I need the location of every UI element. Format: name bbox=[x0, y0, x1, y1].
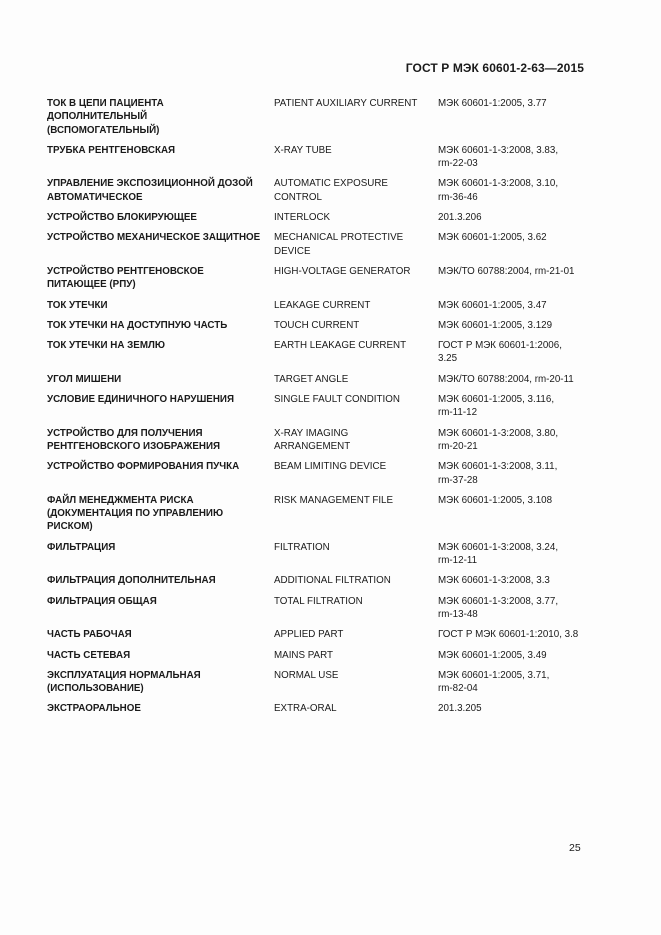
term-english-line: EXTRA-ORAL bbox=[274, 703, 337, 715]
term-english bbox=[274, 669, 438, 682]
term-reference bbox=[438, 669, 592, 696]
term-english-line: INTERLOCK bbox=[274, 212, 331, 224]
term-reference-line: rm-20-21 bbox=[438, 440, 478, 452]
term-row bbox=[47, 299, 592, 312]
term-reference bbox=[438, 339, 592, 366]
term-english-line: NORMAL USE bbox=[274, 669, 339, 681]
term-english-line: TARGET ANGLE bbox=[274, 373, 349, 385]
term-reference-line: МЭК/ТО 60788:2004, rm-21-01 bbox=[438, 265, 575, 277]
term-reference-line: МЭК 60601-1:2005, 3.116, bbox=[438, 394, 555, 406]
term-reference bbox=[438, 177, 592, 204]
term-reference bbox=[438, 628, 592, 641]
term-russian-line: УПРАВЛЕНИЕ ЭКСПОЗИЦИОННОЙ ДОЗОЙ bbox=[47, 178, 253, 190]
term-russian-line: (ВСПОМОГАТЕЛЬНЫЙ) bbox=[47, 124, 160, 136]
term-row bbox=[47, 393, 592, 420]
terms-list bbox=[47, 97, 592, 723]
term-russian bbox=[47, 649, 274, 662]
term-reference-line: МЭК 60601-1:2005, 3.77 bbox=[438, 98, 547, 109]
term-reference bbox=[438, 97, 592, 110]
term-reference bbox=[438, 649, 592, 662]
term-english bbox=[274, 97, 438, 110]
term-russian-line: ЧАСТЬ СЕТЕВАЯ bbox=[47, 649, 131, 661]
term-russian-line: (ДОКУМЕНТАЦИЯ ПО УПРАВЛЕНИЮ bbox=[47, 508, 224, 520]
term-russian-line: УГОЛ МИШЕНИ bbox=[47, 373, 122, 385]
term-row bbox=[47, 702, 592, 715]
term-reference bbox=[438, 541, 592, 568]
page-number: 25 bbox=[569, 842, 581, 854]
term-row bbox=[47, 211, 592, 224]
term-reference-line: МЭК/ТО 60788:2004, rm-20-11 bbox=[438, 373, 574, 385]
term-row bbox=[47, 231, 592, 258]
term-reference bbox=[438, 595, 592, 622]
term-russian-line: УСТРОЙСТВО БЛОКИРУЮЩЕЕ bbox=[47, 212, 197, 224]
term-reference-line: МЭК 60601-1:2005, 3.108 bbox=[438, 494, 553, 506]
term-row bbox=[47, 669, 592, 696]
term-russian-line: ЧАСТЬ РАБОЧАЯ bbox=[47, 629, 132, 641]
term-russian-line: УСЛОВИЕ ЕДИНИЧНОГО НАРУШЕНИЯ bbox=[47, 394, 234, 406]
term-english-line: HIGH-VOLTAGE GENERATOR bbox=[274, 265, 411, 277]
term-english-line: SINGLE FAULT CONDITION bbox=[274, 394, 400, 406]
term-row bbox=[47, 373, 592, 386]
term-english-line: ADDITIONAL FILTRATION bbox=[274, 575, 391, 587]
term-russian-line: ФИЛЬТРАЦИЯ ОБЩАЯ bbox=[47, 595, 157, 607]
term-russian-line: ФАЙЛ МЕНЕДЖМЕНТА РИСКА bbox=[47, 494, 194, 506]
term-russian-line: РИСКОМ) bbox=[47, 521, 93, 533]
term-english-line: X-RAY IMAGING bbox=[274, 427, 349, 439]
term-english bbox=[274, 231, 438, 258]
term-russian-line: УСТРОЙСТВО ДЛЯ ПОЛУЧЕНИЯ bbox=[47, 427, 203, 439]
term-russian-line: ДОПОЛНИТЕЛЬНЫЙ bbox=[47, 111, 148, 123]
term-reference bbox=[438, 211, 592, 224]
term-english bbox=[274, 628, 438, 641]
term-russian bbox=[47, 97, 274, 137]
term-russian bbox=[47, 541, 274, 554]
term-russian bbox=[47, 373, 274, 386]
term-russian-line: ФИЛЬТРАЦИЯ ДОПОЛНИТЕЛЬНАЯ bbox=[47, 575, 216, 587]
term-russian bbox=[47, 265, 274, 292]
term-russian-line: УСТРОЙСТВО РЕНТГЕНОВСКОЕ bbox=[47, 265, 204, 277]
term-reference bbox=[438, 393, 592, 420]
term-russian bbox=[47, 144, 274, 157]
term-reference-line: rm-12-11 bbox=[438, 555, 478, 567]
term-russian-line: РЕНТГЕНОВСКОГО ИЗОБРАЖЕНИЯ bbox=[47, 440, 221, 452]
term-row bbox=[47, 339, 592, 366]
term-english-line: APPLIED PART bbox=[274, 629, 344, 641]
term-russian bbox=[47, 494, 274, 534]
term-english-line: AUTOMATIC EXPOSURE bbox=[274, 178, 388, 190]
term-row bbox=[47, 144, 592, 171]
term-row bbox=[47, 427, 592, 454]
term-russian-line: ТОК УТЕЧКИ НА ЗЕМЛЮ bbox=[47, 340, 165, 352]
term-russian bbox=[47, 595, 274, 608]
term-english bbox=[274, 144, 438, 157]
term-reference-line: МЭК 60601-1-3:2008, 3.80, bbox=[438, 427, 559, 439]
term-english-line: EARTH LEAKAGE CURRENT bbox=[274, 340, 407, 352]
term-english bbox=[274, 177, 438, 204]
term-english bbox=[274, 541, 438, 554]
term-russian-line: ПИТАЮЩЕЕ (РПУ) bbox=[47, 279, 136, 291]
term-reference-line: МЭК 60601-1:2005, 3.62 bbox=[438, 232, 547, 244]
term-reference bbox=[438, 299, 592, 312]
term-reference-line: МЭК 60601-1:2005, 3.49 bbox=[438, 649, 547, 661]
term-reference-line: МЭК 60601-1-3:2008, 3.11, bbox=[438, 461, 558, 473]
term-reference-line: МЭК 60601-1:2005, 3.129 bbox=[438, 319, 553, 331]
term-russian-line: УСТРОЙСТВО МЕХАНИЧЕСКОЕ ЗАЩИТНОЕ bbox=[47, 232, 261, 244]
term-russian-line: (ИСПОЛЬЗОВАНИЕ) bbox=[47, 683, 144, 695]
term-row bbox=[47, 97, 592, 137]
term-row bbox=[47, 595, 592, 622]
term-row bbox=[47, 628, 592, 641]
term-row bbox=[47, 265, 592, 292]
term-reference-line: МЭК 60601-1-3:2008, 3.10, bbox=[438, 178, 559, 190]
term-russian bbox=[47, 460, 274, 473]
term-english-line: DEVICE bbox=[274, 245, 311, 257]
term-english-line: X-RAY TUBE bbox=[274, 144, 332, 156]
term-russian-line: ТОК УТЕЧКИ НА ДОСТУПНУЮ ЧАСТЬ bbox=[47, 319, 228, 331]
term-reference-line: rm-82-04 bbox=[438, 683, 478, 695]
term-english-line: TOTAL FILTRATION bbox=[274, 595, 363, 607]
term-english bbox=[274, 299, 438, 312]
term-russian-line: УСТРОЙСТВО ФОРМИРОВАНИЯ ПУЧКА bbox=[47, 461, 240, 473]
term-reference-line: 3.25 bbox=[438, 353, 458, 365]
term-russian bbox=[47, 628, 274, 641]
term-english-line: BEAM LIMITING DEVICE bbox=[274, 461, 387, 473]
term-english bbox=[274, 494, 438, 507]
term-reference-line: МЭК 60601-1-3:2008, 3.83, bbox=[438, 144, 559, 156]
term-english bbox=[274, 373, 438, 386]
term-russian bbox=[47, 231, 274, 244]
term-reference bbox=[438, 231, 592, 244]
term-reference-line: rm-36-46 bbox=[438, 191, 478, 203]
term-reference-line: МЭК 60601-1-3:2008, 3.24, bbox=[438, 541, 559, 553]
term-reference bbox=[438, 144, 592, 171]
term-english bbox=[274, 460, 438, 473]
term-reference-line: МЭК 60601-1:2005, 3.47 bbox=[438, 299, 547, 311]
term-russian bbox=[47, 393, 274, 406]
term-english-line: PATIENT AUXILIARY CURRENT bbox=[274, 98, 418, 109]
term-row bbox=[47, 649, 592, 662]
term-english bbox=[274, 211, 438, 224]
term-reference-line: 201.3.206 bbox=[438, 212, 482, 224]
term-english-line: MECHANICAL PROTECTIVE bbox=[274, 232, 404, 244]
term-english bbox=[274, 339, 438, 352]
term-row bbox=[47, 177, 592, 204]
term-english-line: LEAKAGE CURRENT bbox=[274, 299, 371, 311]
term-english bbox=[274, 574, 438, 587]
term-russian-line: ФИЛЬТРАЦИЯ bbox=[47, 541, 116, 553]
term-reference-line: rm-13-48 bbox=[438, 608, 478, 620]
term-row bbox=[47, 574, 592, 587]
term-russian bbox=[47, 319, 274, 332]
term-russian-line: АВТОМАТИЧЕСКОЕ bbox=[47, 191, 143, 203]
term-english-line: MAINS PART bbox=[274, 649, 333, 661]
term-russian bbox=[47, 177, 274, 204]
term-russian bbox=[47, 299, 274, 312]
term-reference bbox=[438, 373, 592, 386]
term-english bbox=[274, 595, 438, 608]
term-row bbox=[47, 541, 592, 568]
term-reference bbox=[438, 427, 592, 454]
term-russian bbox=[47, 339, 274, 352]
term-english bbox=[274, 265, 438, 278]
term-russian bbox=[47, 702, 274, 715]
term-row bbox=[47, 460, 592, 487]
term-english-line: CONTROL bbox=[274, 191, 322, 203]
term-reference bbox=[438, 574, 592, 587]
term-russian bbox=[47, 427, 274, 454]
term-english-line: RISK MANAGEMENT FILE bbox=[274, 494, 394, 506]
term-russian bbox=[47, 669, 274, 696]
term-english-line: FILTRATION bbox=[274, 541, 330, 553]
term-russian bbox=[47, 211, 274, 224]
term-reference-line: rm-22-03 bbox=[438, 158, 478, 170]
term-russian-line: ТОК В ЦЕПИ ПАЦИЕНТА bbox=[47, 98, 164, 109]
term-english bbox=[274, 649, 438, 662]
term-english-line: TOUCH CURRENT bbox=[274, 319, 360, 331]
term-russian-line: ТРУБКА РЕНТГЕНОВСКАЯ bbox=[47, 144, 176, 156]
term-russian-line: ТОК УТЕЧКИ bbox=[47, 299, 108, 311]
term-english bbox=[274, 393, 438, 406]
term-reference bbox=[438, 319, 592, 332]
term-reference-line: ГОСТ Р МЭК 60601-1:2010, 3.8 bbox=[438, 629, 579, 641]
term-reference-line: rm-11-12 bbox=[438, 407, 478, 419]
term-russian bbox=[47, 574, 274, 587]
term-row bbox=[47, 494, 592, 534]
document-header: ГОСТ Р МЭК 60601-2-63—2015 bbox=[405, 61, 584, 75]
term-reference-line: ГОСТ Р МЭК 60601-1:2006, bbox=[438, 340, 562, 352]
term-russian-line: ЭКСПЛУАТАЦИЯ НОРМАЛЬНАЯ bbox=[47, 669, 201, 681]
term-english bbox=[274, 427, 438, 454]
term-reference bbox=[438, 265, 592, 278]
term-reference bbox=[438, 702, 592, 715]
term-reference-line: rm-37-28 bbox=[438, 474, 478, 486]
term-russian-line: ЭКСТРАОРАЛЬНОЕ bbox=[47, 703, 141, 715]
term-english-line: ARRANGEMENT bbox=[274, 440, 351, 452]
term-reference bbox=[438, 494, 592, 507]
term-english bbox=[274, 702, 438, 715]
term-row bbox=[47, 319, 592, 332]
term-reference bbox=[438, 460, 592, 487]
term-reference-line: 201.3.205 bbox=[438, 703, 482, 715]
term-english bbox=[274, 319, 438, 332]
term-reference-line: МЭК 60601-1-3:2008, 3.77, bbox=[438, 595, 559, 607]
term-reference-line: МЭК 60601-1:2005, 3.71, bbox=[438, 669, 550, 681]
term-reference-line: МЭК 60601-1-3:2008, 3.3 bbox=[438, 575, 550, 587]
